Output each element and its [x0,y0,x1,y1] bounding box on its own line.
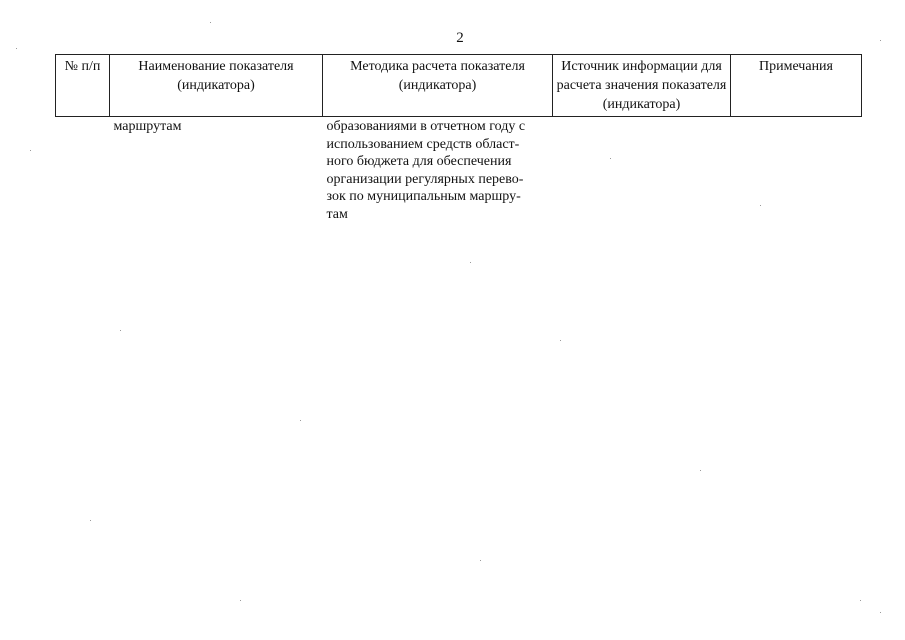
cell-indicator-name: маршрутам [113,119,182,134]
method-line: там [326,206,348,222]
cell-information-source [553,117,731,225]
header-calculation-method: Методика расчета показателя (индикатора) [323,55,553,117]
header-information-source: Источник информации для расчета значения показателя (индикатора) [553,55,731,117]
indicator-table [55,54,862,224]
page-number: 2 [456,30,464,46]
cell-calculation-method [323,117,553,225]
method-line: использованием средств област- [326,136,520,152]
method-line: зок по муниципальным маршру- [326,189,521,204]
cell-notes [731,117,862,225]
method-line: организации регулярных перево- [326,171,524,187]
header-number: № п/п [56,55,110,117]
header-notes: Примечания [731,55,862,117]
table-row [56,117,862,225]
header-indicator-name: Наименование показателя (индикатора) [110,55,323,117]
method-line: образованиями в отчетном году с [326,119,526,134]
table-header-row [56,55,862,117]
method-line: ного бюджета для обеспечения [326,154,512,169]
cell-number [56,117,110,225]
